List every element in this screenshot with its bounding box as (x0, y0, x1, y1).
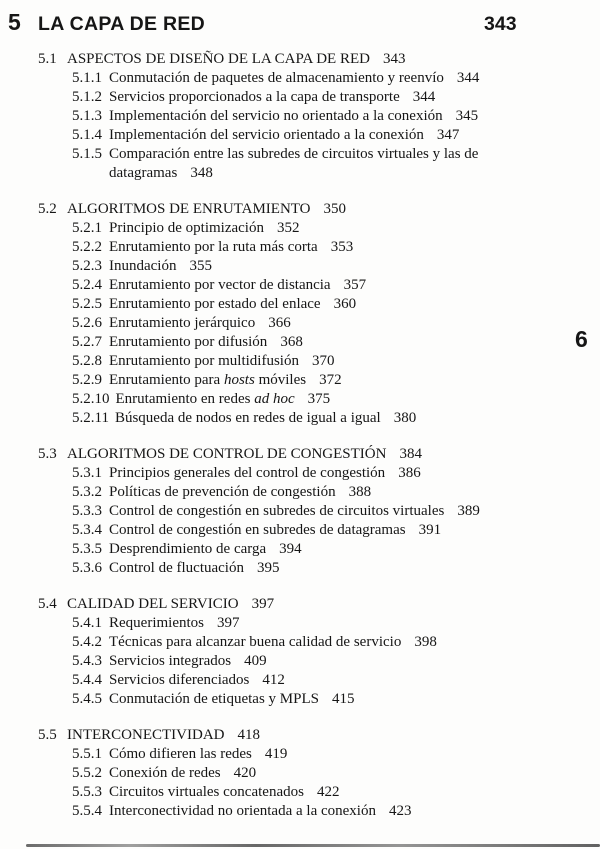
entry-title: Técnicas para alcanzar buena calidad de servicio 398 (109, 634, 437, 650)
toc-sections (38, 50, 568, 821)
entry-number: 5.5.2 (72, 765, 102, 781)
entry-page-number: 419 (264, 746, 288, 762)
section-number: 5.2 (38, 201, 57, 217)
toc-entry (72, 69, 568, 88)
entry-number: 5.3.6 (72, 560, 102, 576)
entry-number: 5.4.5 (72, 691, 102, 707)
entry-page-number: 391 (418, 522, 442, 538)
entry-title: Enrutamiento por multidifusión 370 (109, 353, 335, 369)
entry-page-number: 344 (456, 70, 480, 86)
entry-number: 5.3.5 (72, 541, 102, 557)
entry-page-number: 352 (276, 220, 300, 236)
section-title: ALGORITMOS DE ENRUTAMIENTO 350 (67, 201, 347, 217)
section-row (38, 726, 568, 745)
stray-next-chapter-number: 6 (575, 326, 588, 352)
entry-number: 5.5.4 (72, 803, 102, 819)
entry-number: 5.2.2 (72, 239, 102, 255)
entry-page-number: 372 (319, 372, 342, 388)
toc-entry (72, 559, 568, 578)
entry-number: 5.5.1 (72, 746, 102, 762)
entry-title: Conmutación de etiquetas y MPLS 415 (109, 691, 355, 707)
toc-entry (72, 371, 568, 390)
entry-title: Control de congestión en subredes de circuitos virtuales 389 (109, 503, 480, 519)
entry-title: Requerimientos 397 (109, 615, 240, 631)
toc-entry (72, 352, 568, 371)
entry-title: Principio de optimización 352 (109, 220, 300, 236)
toc-entry (72, 464, 568, 483)
section-row (38, 200, 568, 219)
entry-number: 5.2.7 (72, 334, 102, 350)
section-row (38, 50, 568, 69)
toc-entry (72, 238, 568, 257)
entry-title: Enrutamiento para hosts móviles 372 (109, 372, 342, 388)
entry-number: 5.2.11 (72, 410, 109, 426)
entry-page-number: 375 (307, 391, 331, 407)
entry-number: 5.2.8 (72, 353, 102, 369)
entry-page-number: 348 (190, 165, 213, 181)
entry-title: Enrutamiento por estado del enlace 360 (109, 296, 357, 312)
entry-page-number: 412 (262, 672, 285, 688)
entry-number: 5.2.1 (72, 220, 102, 236)
entry-page-number: 347 (436, 127, 460, 143)
section-title: ASPECTOS DE DISEÑO DE LA CAPA DE RED 343 (67, 51, 406, 67)
toc-entry (72, 614, 568, 633)
entry-page-number: 344 (412, 89, 436, 105)
entry-page-number: 386 (398, 465, 421, 481)
entry-title: Principios generales del control de congestión 386 (109, 465, 421, 481)
section-title: CALIDAD DEL SERVICIO 397 (67, 596, 275, 612)
toc-entry (72, 764, 568, 783)
toc-entry (72, 502, 568, 521)
toc-entry (72, 314, 568, 333)
section-title: ALGORITMOS DE CONTROL DE CONGESTIÓN 384 (67, 446, 422, 462)
bottom-scan-smudge (26, 844, 600, 847)
toc-entry (72, 521, 568, 540)
toc-entry (72, 390, 568, 409)
toc-entry (72, 257, 568, 276)
entry-page-number: 360 (333, 296, 357, 312)
toc-entry (72, 802, 568, 821)
entry-number: 5.2.6 (72, 315, 102, 331)
toc-entry (72, 540, 568, 559)
entry-page-number: 420 (233, 765, 257, 781)
entry-page-number: 388 (348, 484, 372, 500)
entry-page-number: 394 (279, 541, 302, 557)
entry-title: Servicios integrados 409 (109, 653, 267, 669)
entry-title: Políticas de prevención de congestión 388 (109, 484, 372, 500)
entry-title: Enrutamiento por difusión 368 (109, 334, 303, 350)
chapter-title: LA CAPA DE RED (38, 13, 206, 35)
section-number: 5.1 (38, 51, 57, 67)
entry-number: 5.4.3 (72, 653, 102, 669)
toc-entry (72, 88, 568, 107)
entry-title: Cómo difieren las redes 419 (109, 746, 288, 762)
toc-entry (72, 652, 568, 671)
toc-section (38, 726, 568, 821)
section-number: 5.3 (38, 446, 57, 462)
entry-number: 5.4.1 (72, 615, 102, 631)
entry-title: Servicios proporcionados a la capa de transporte 344 (109, 89, 436, 105)
entry-title: Inundación 355 (109, 258, 212, 274)
entry-title: Enrutamiento jerárquico 366 (109, 315, 291, 331)
entry-title: Desprendimiento de carga 394 (109, 541, 302, 557)
toc-section (38, 50, 568, 183)
chapter-page-number: 343 (484, 13, 517, 35)
entry-page-number: 395 (256, 560, 280, 576)
entry-number: 5.4.2 (72, 634, 102, 650)
entry-title: Enrutamiento por vector de distancia 357 (109, 277, 367, 293)
toc-section (38, 200, 568, 428)
entry-number: 5.2.5 (72, 296, 102, 312)
entry-title: Búsqueda de nodos en redes de igual a igual 380 (114, 410, 417, 426)
entry-number: 5.1.1 (72, 70, 102, 86)
entry-number: 5.2.3 (72, 258, 102, 274)
section-number: 5.4 (38, 596, 57, 612)
entry-number: 5.1.2 (72, 89, 102, 105)
entry-page-number: 355 (189, 258, 212, 274)
entry-page-number: 368 (280, 334, 303, 350)
entry-number: 5.2.10 (72, 391, 110, 407)
entry-page-number: 422 (316, 784, 340, 800)
entry-number: 5.5.3 (72, 784, 102, 800)
entry-page-number: 353 (330, 239, 354, 255)
entry-number: 5.3.1 (72, 465, 102, 481)
toc-entry (72, 295, 568, 314)
section-page-number: 397 (251, 596, 275, 612)
entry-number: 5.3.4 (72, 522, 102, 538)
toc-entry (72, 690, 568, 709)
entry-number: 5.1.5 (72, 146, 102, 162)
entry-number: 5.1.3 (72, 108, 102, 124)
entry-title: Implementación del servicio no orientado a la conexión 345 (109, 108, 479, 124)
entry-title: Control de congestión en subredes de datagramas 391 (109, 522, 442, 538)
toc-entry (72, 145, 568, 183)
entry-title: Comparación entre las subredes de circuitos virtuales y las de datagramas 348 (109, 146, 479, 181)
toc-section (38, 445, 568, 578)
toc-entry (72, 633, 568, 652)
entry-title: Enrutamiento por la ruta más corta 353 (109, 239, 354, 255)
chapter-number: 5 (8, 9, 21, 35)
entry-page-number: 423 (388, 803, 412, 819)
entry-title: Circuitos virtuales concatenados 422 (109, 784, 340, 800)
entry-page-number: 397 (216, 615, 240, 631)
entry-title: Conexión de redes 420 (109, 765, 257, 781)
toc-entry (72, 745, 568, 764)
entry-number: 5.2.9 (72, 372, 102, 388)
entry-page-number: 380 (393, 410, 417, 426)
entry-page-number: 398 (414, 634, 437, 650)
entry-number: 5.3.3 (72, 503, 102, 519)
section-page-number: 418 (237, 727, 260, 743)
entry-page-number: 345 (455, 108, 479, 124)
section-title: INTERCONECTIVIDAD 418 (67, 727, 260, 743)
entry-title: Control de fluctuación 395 (109, 560, 280, 576)
toc-entry (72, 126, 568, 145)
chapter-header (0, 10, 600, 40)
entry-page-number: 409 (244, 653, 267, 669)
section-page-number: 343 (382, 51, 406, 67)
entry-number: 5.1.4 (72, 127, 102, 143)
section-number: 5.5 (38, 727, 57, 743)
toc-entry (72, 671, 568, 690)
toc-entry (72, 333, 568, 352)
entry-number: 5.4.4 (72, 672, 102, 688)
entry-number: 5.2.4 (72, 277, 102, 293)
section-row (38, 595, 568, 614)
section-page-number: 350 (323, 201, 347, 217)
entry-title: Conmutación de paquetes de almacenamiento y reenvío 344 (109, 70, 480, 86)
section-row (38, 445, 568, 464)
toc-entry (72, 107, 568, 126)
toc-entry (72, 219, 568, 238)
entry-page-number: 389 (457, 503, 480, 519)
entry-title: Interconectividad no orientada a la conexión 423 (109, 803, 412, 819)
entry-title: Enrutamiento en redes ad hoc 375 (115, 391, 331, 407)
toc-entry (72, 483, 568, 502)
toc-entry (72, 783, 568, 802)
entry-number: 5.3.2 (72, 484, 102, 500)
entry-title: Servicios diferenciados 412 (109, 672, 285, 688)
section-page-number: 384 (399, 446, 422, 462)
entry-page-number: 357 (343, 277, 367, 293)
entry-title: Implementación del servicio orientado a la conexión 347 (109, 127, 460, 143)
entry-page-number: 366 (268, 315, 291, 331)
toc-entry (72, 409, 568, 428)
toc-entry (72, 276, 568, 295)
entry-page-number: 370 (311, 353, 335, 369)
entry-page-number: 415 (331, 691, 355, 707)
toc-section (38, 595, 568, 709)
